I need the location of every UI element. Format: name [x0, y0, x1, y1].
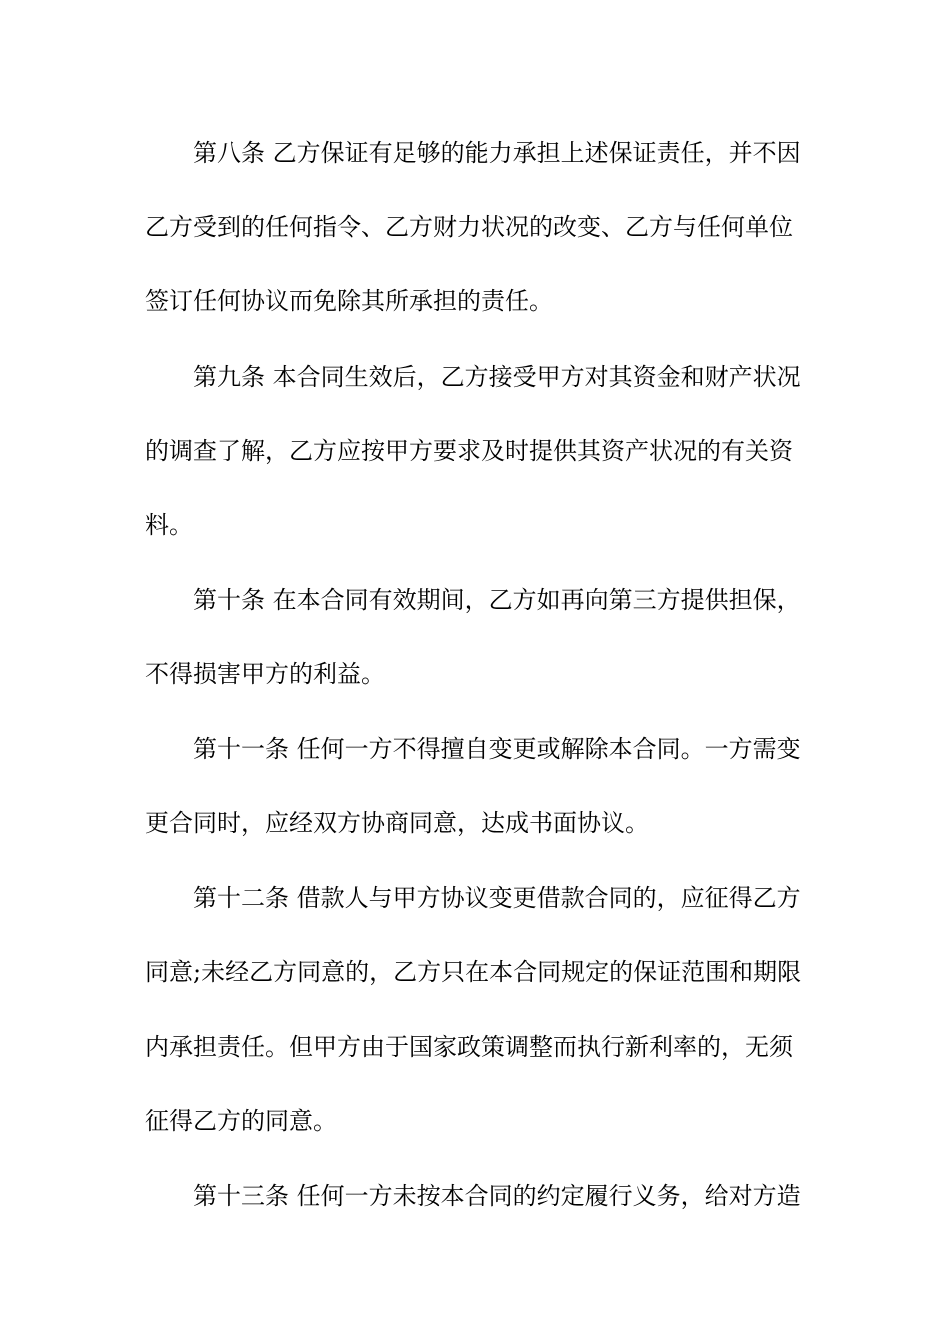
article-13-line-1: 第十三条 任何一方未按本合同的约定履行义务，给对方造	[193, 1182, 801, 1210]
article-12-line-3: 内承担责任。但甲方由于国家政策调整而执行新利率的，无须	[145, 1033, 793, 1061]
article-9-line-2: 的调查了解，乙方应按甲方要求及时提供其资产状况的有关资	[145, 437, 793, 465]
article-8-line-3: 签订任何协议而免除其所承担的责任。	[145, 287, 553, 315]
article-11-line-1: 第十一条 任何一方不得擅自变更或解除本合同。一方需变	[193, 735, 801, 763]
article-12-line-2: 同意;未经乙方同意的，乙方只在本合同规定的保证范围和期限	[145, 958, 802, 986]
article-12-line-1: 第十二条 借款人与甲方协议变更借款合同的，应征得乙方	[193, 884, 801, 912]
article-11-line-2: 更合同时，应经双方协商同意，达成书面协议。	[145, 809, 649, 837]
article-10-line-1: 第十条 在本合同有效期间，乙方如再向第三方提供担保，	[193, 586, 801, 614]
article-10-line-2: 不得损害甲方的利益。	[145, 660, 385, 688]
article-9-line-1: 第九条 本合同生效后，乙方接受甲方对其资金和财产状况	[193, 363, 801, 391]
article-8-line-1: 第八条 乙方保证有足够的能力承担上述保证责任，并不因	[193, 139, 801, 167]
article-12-line-4: 征得乙方的同意。	[145, 1107, 337, 1135]
article-9-line-3: 料。	[145, 511, 193, 539]
article-8-line-2: 乙方受到的任何指令、乙方财力状况的改变、乙方与任何单位	[145, 213, 793, 241]
